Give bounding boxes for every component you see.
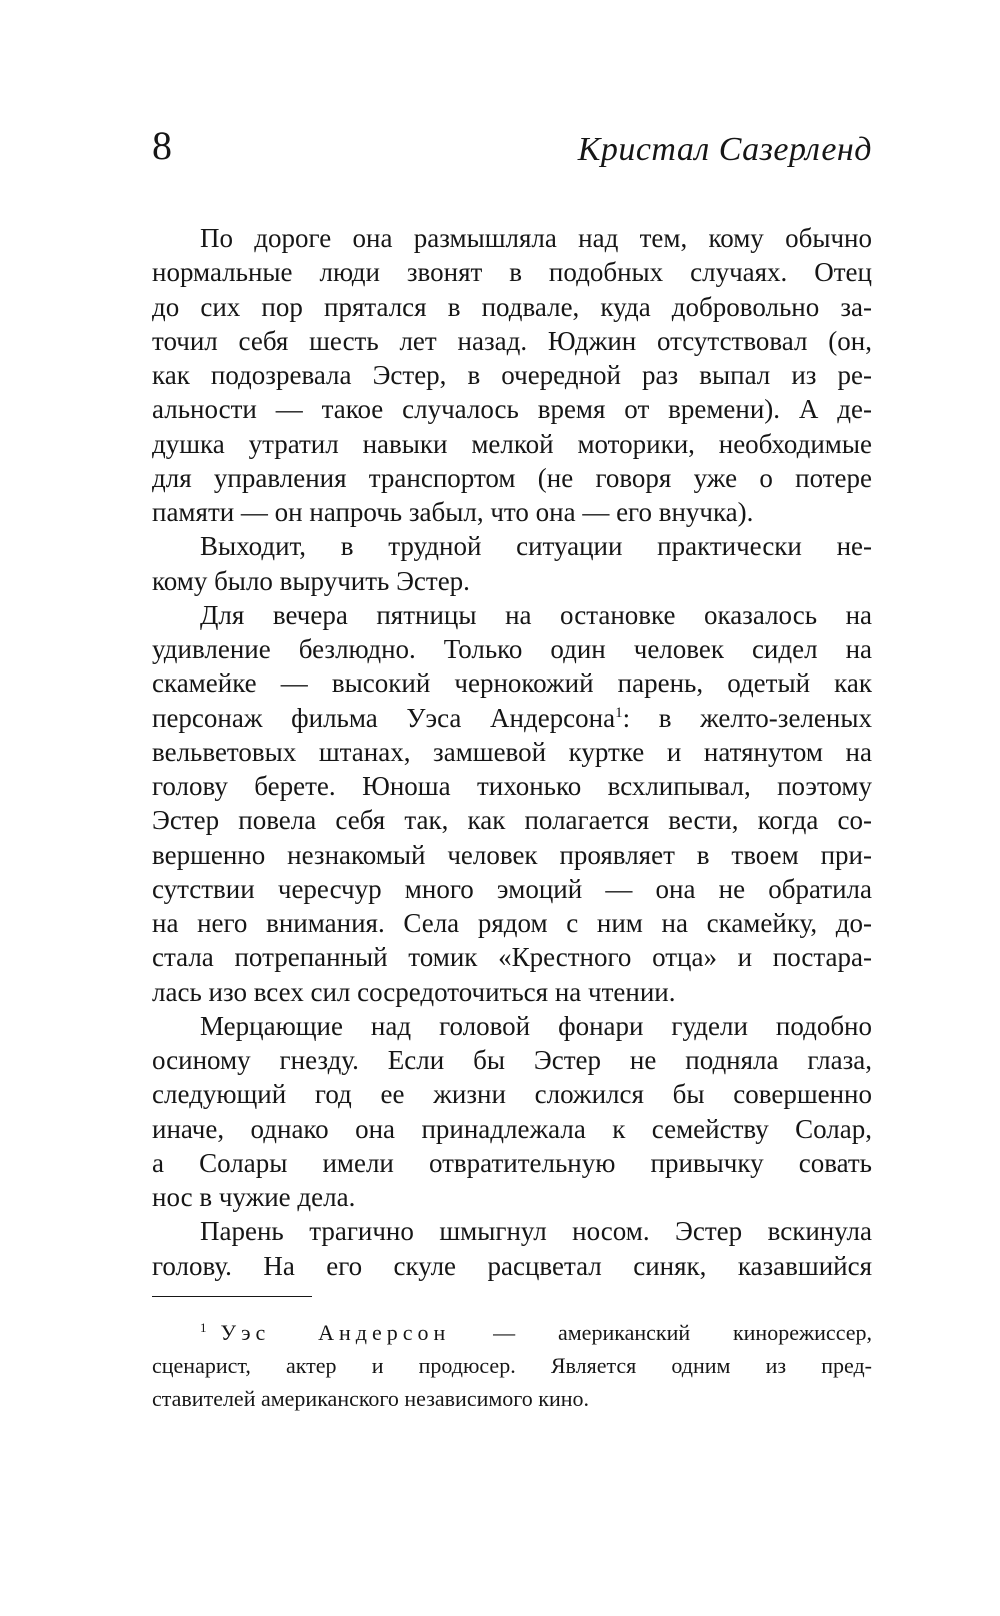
footnote-text: — американский кинорежиссер, bbox=[450, 1320, 872, 1345]
text-segment: персонаж фильма Уэса Андерсона bbox=[152, 702, 616, 733]
text-line: осиному гнезду. Если бы Эстер не подняла глаза, bbox=[152, 1045, 872, 1075]
running-head: Кристал Сазерленд bbox=[577, 131, 872, 168]
text-line: а Солары имели отвратительную привычку совать bbox=[152, 1147, 872, 1178]
text-line: Эстер повела себя так, как полагается вести, когда со- bbox=[152, 805, 872, 836]
page-number: 8 bbox=[152, 123, 172, 168]
footnote-reference: 1 bbox=[615, 704, 623, 721]
text-line: Выходит, в трудной ситуации практически не- bbox=[200, 531, 872, 562]
text-line: душка утратил навыки мелкой моторики, необходимые bbox=[152, 428, 872, 459]
main-text bbox=[152, 221, 872, 1283]
text-line: По дороге она размышляла над тем, кому обычно bbox=[200, 223, 872, 253]
text-line: нормальные люди звонят в подобных случаях. Отец bbox=[152, 257, 872, 288]
footnote-line bbox=[152, 1316, 872, 1349]
text-line: Для вечера пятницы на остановке оказалось на bbox=[200, 599, 872, 630]
text-line: стала потрепанный томик «Крестного отца» и постара- bbox=[152, 942, 872, 973]
text-line: иначе, однако она принадлежала к семейству Солар, bbox=[152, 1113, 872, 1144]
text-line: удивление безлюдно. Только один человек сидел на bbox=[152, 634, 872, 664]
text-line: кому было выручить Эстер. bbox=[152, 565, 470, 596]
text-line: голову берете. Юноша тихонько всхлипывал, поэтому bbox=[152, 771, 872, 801]
footnote bbox=[152, 1316, 872, 1415]
text-line: как подозревала Эстер, в очередной раз выпал из ре- bbox=[152, 360, 872, 390]
text-line: Парень трагично шмыгнул носом. Эстер вскинула bbox=[200, 1216, 872, 1247]
text-line: на него внимания. Села рядом с ним на скамейку, до- bbox=[152, 908, 872, 938]
footnote-term: Уэс Андерсон bbox=[220, 1320, 451, 1345]
footnote-mark: 1 bbox=[200, 1320, 207, 1335]
text-segment: : в желто-зеленых bbox=[622, 702, 872, 733]
text-line: лась изо всех сил сосредоточиться на чтении. bbox=[152, 976, 676, 1007]
text-line: для управления транспортом (не говоря уже о потере bbox=[152, 462, 872, 493]
text-line: Мерцающие над головой фонари гудели подобно bbox=[200, 1010, 872, 1041]
text-line: альности — такое случалось время от времени). А де- bbox=[152, 394, 872, 425]
text-line: сутствии чересчур много эмоций — она не обратила bbox=[152, 873, 872, 904]
footnote-divider bbox=[152, 1296, 312, 1297]
footnote-line: сценарист, актер и продюсер. Является одним из пред- bbox=[152, 1353, 872, 1378]
text-line: скамейке — высокий чернокожий парень, одетый как bbox=[152, 668, 872, 699]
text-line: вельветовых штанах, замшевой куртке и натянутом на bbox=[152, 736, 872, 767]
text-line: до сих пор прятался в подвале, куда добровольно за- bbox=[152, 291, 872, 322]
text-line: вершенно незнакомый человек проявляет в твоем при- bbox=[152, 839, 872, 870]
text-line-with-footnote bbox=[152, 701, 872, 735]
text-line: памяти — он напрочь забыл, что она — его внучка). bbox=[152, 497, 754, 527]
text-line: нос в чужие дела. bbox=[152, 1182, 356, 1212]
text-line: следующий год ее жизни сложился бы совершенно bbox=[152, 1079, 872, 1110]
footnote-line: ставителей американского независимого кино. bbox=[152, 1386, 589, 1411]
text-line: голову. На его скуле расцветал синяк, казавшийся bbox=[152, 1250, 872, 1281]
text-line: точил себя шесть лет назад. Юджин отсутствовал (он, bbox=[152, 325, 872, 356]
